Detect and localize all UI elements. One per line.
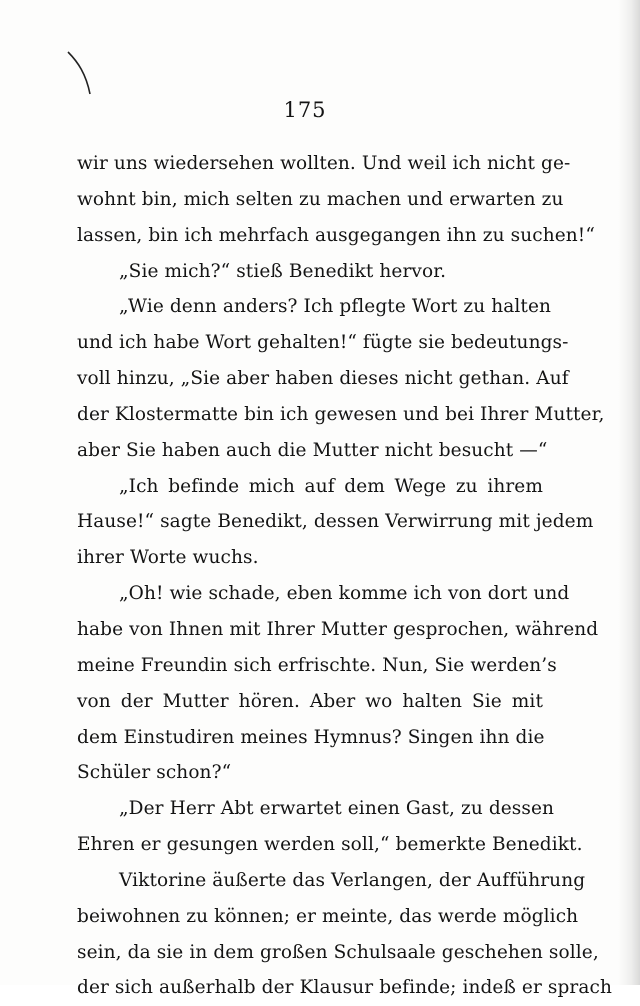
paper-crease-mark: [60, 48, 100, 98]
text-line: beiwohnen zu können; er meinte, das werde möglich: [77, 905, 579, 927]
text-line: Schüler schon?“: [77, 762, 232, 784]
scan-shadow-edge: [618, 0, 640, 985]
text-line: wohnt bin, mich selten zu machen und erwarten zu: [77, 188, 564, 210]
text-line: „Oh! wie schade, eben komme ich von dort und: [119, 583, 570, 605]
text-line: meine Freundin sich erfrischte. Nun, Sie werden’s: [77, 654, 557, 676]
text-line: habe von Ihnen mit Ihrer Mutter gesprochen, während: [77, 618, 599, 640]
text-line: wir uns wiedersehen wollten. Und weil ich nicht ge-: [77, 153, 571, 174]
text-line: sein, da sie in dem großen Schulsaale geschehen solle,: [77, 941, 599, 963]
body-text: [77, 146, 612, 1006]
text-line: lassen, bin ich mehrfach ausgegangen ihn zu suchen!“: [77, 224, 595, 246]
text-line: aber Sie haben auch die Mutter nicht besucht —“: [77, 439, 548, 461]
text-line: Viktorine äußerte das Verlangen, der Aufführung: [119, 869, 586, 891]
text-line: „Der Herr Abt erwartet einen Gast, zu dessen: [119, 798, 555, 820]
text-line: dem Einstudiren meines Hymnus? Singen ihn die: [77, 726, 545, 748]
text-line: „Sie mich?“ stieß Benedikt hervor.: [119, 260, 447, 282]
page-number: 175: [283, 98, 327, 122]
text-line: der sich außerhalb der Klausur befinde; indeß er sprach: [77, 977, 612, 999]
text-line: Hause!“ sagte Benedikt, dessen Verwirrung mit jedem: [77, 511, 594, 533]
text-line: voll hinzu, „Sie aber haben dieses nicht gethan. Auf: [77, 368, 569, 390]
text-line: Ehren er gesungen werden soll,“ bemerkte Benedikt.: [77, 834, 583, 856]
text-line: von der Mutter hören. Aber wo halten Sie mit: [77, 690, 543, 712]
text-line: ihrer Worte wuchs.: [77, 547, 259, 569]
text-line: und ich habe Wort gehalten!“ fügte sie bedeutungs-: [77, 332, 569, 354]
text-line: „Ich befinde mich auf dem Wege zu ihrem: [119, 475, 543, 497]
text-line: der Klostermatte bin ich gewesen und bei Ihrer Mutter,: [77, 403, 605, 425]
text-line: „Wie denn anders? Ich pflegte Wort zu halten: [119, 296, 552, 318]
